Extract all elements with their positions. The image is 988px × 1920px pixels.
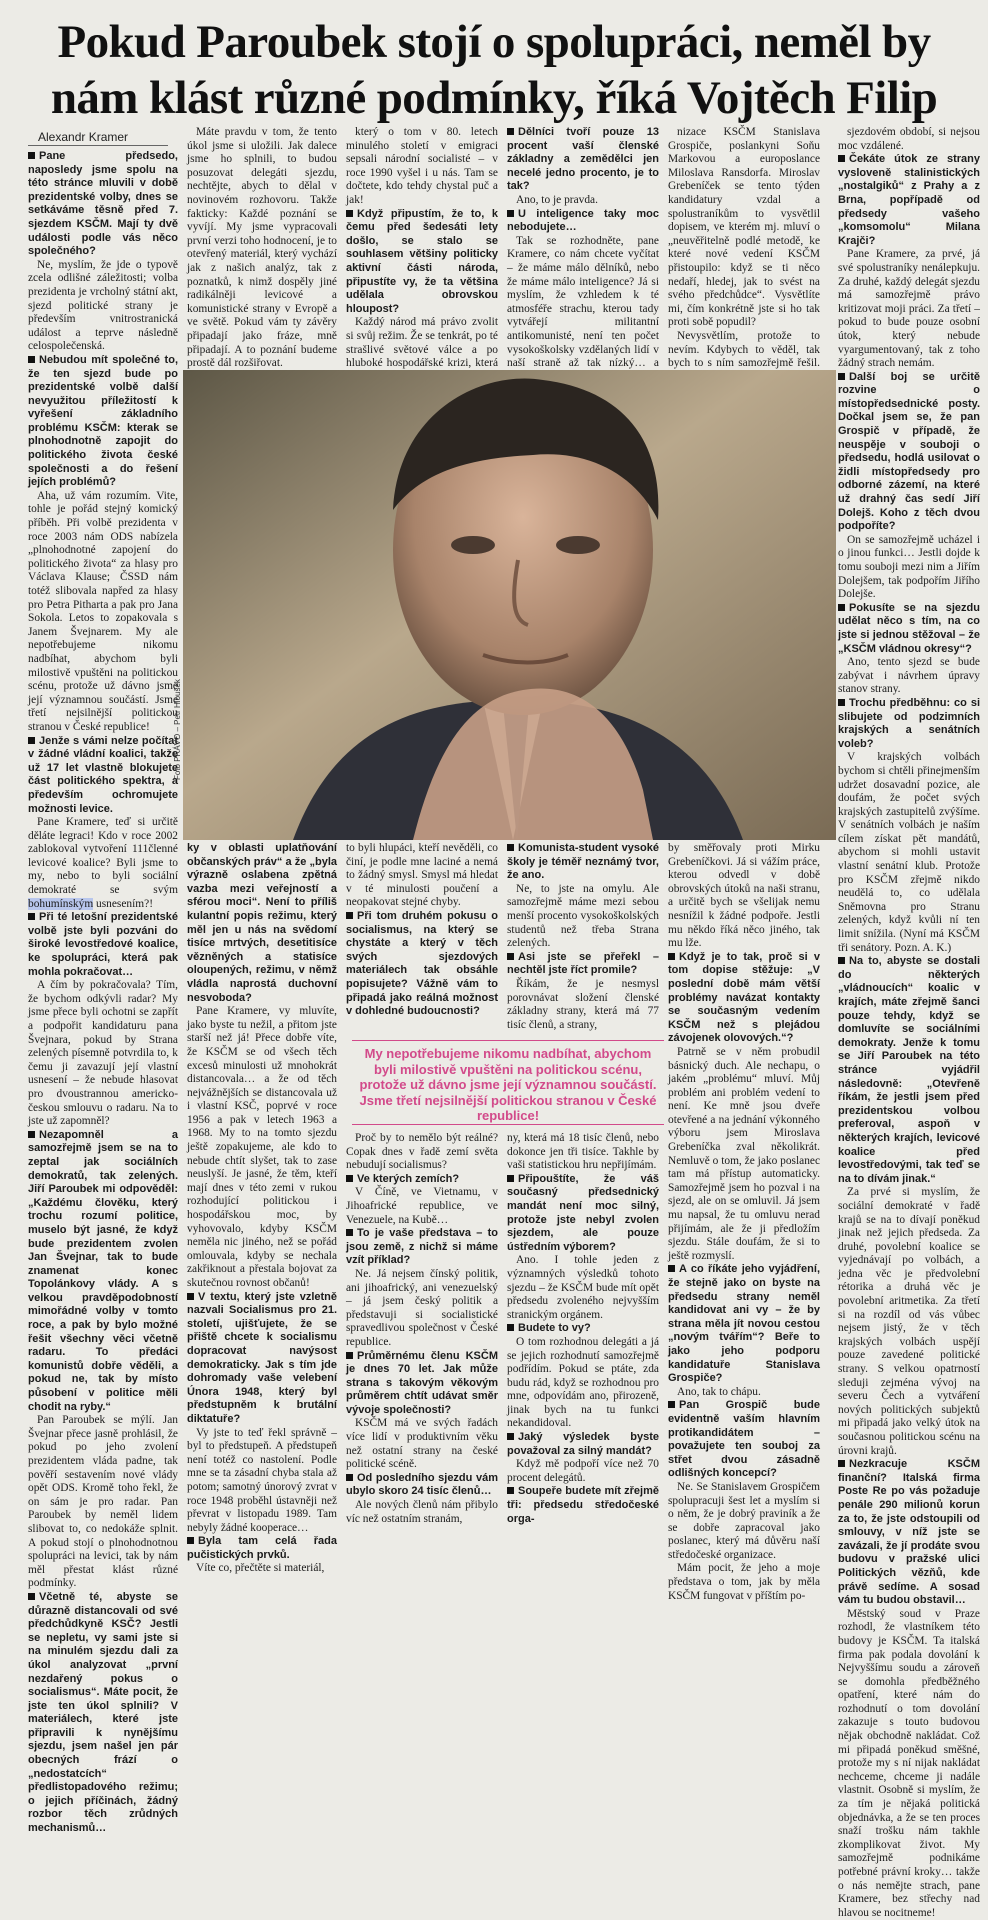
answer: ny, která má 18 tisíc členů, nebo dokonce jen tři tisíce. Takhle by vaši statistickou hru nepřijímám. bbox=[507, 1132, 659, 1172]
question: Včetně té, abyste se důrazně distancovali od své předchůdkyně KSČ? Jestli se nepletu, vy sami jste si na minulém sjezdu dali za úkol analyzovat „první nezdařený pokus o socialismus“. Máte pocit, že jste ten úkol splnili? V materiálech, které jste připravili k nynějšímu sjezdu, jsem našel jen pár obecných frází o „nedostatcích“ předlistopadového režimu; o jejich příčinách, žádný rozbor těch zrůdných mechanismů… bbox=[28, 1590, 178, 1835]
question-marker-icon bbox=[28, 1131, 35, 1138]
answer: KSČM má ve svých řadách více lidí v produktivním věku než ostatní strany na české politické scéně. bbox=[346, 1417, 498, 1471]
answer: Mám pocit, že jeho a moje představa o tom, jak by měla KSČM fungovat v příštím po- bbox=[668, 1562, 820, 1602]
answer: Ne, myslím, že jde o typově zcela odlišné záležitosti; volba prezidenta je vrcholný státní akt, sjezd politické strany je především vnitrostranická událost a teprve následně celospolečenská. bbox=[28, 258, 178, 353]
answer: sjezdovém období, si nejsou moc vzdálené. bbox=[838, 126, 980, 152]
article-column-4-bottom-lower bbox=[507, 1132, 659, 1525]
question-marker-icon bbox=[187, 1537, 194, 1544]
question: Od posledního sjezdu vám ubylo skoro 24 tisíc členů… bbox=[346, 1471, 498, 1498]
answer: Za prvé si myslím, že sociální demokraté v řadě krajů se na to dívají poněkud jinak než jejich předseda. Za druhé, povolební koalice se vyjednávají po volbách, a jedna věc je předvolební rétorika a druhá věc je povolební aritmetika. Za třetí si na rozdíl od vás vůbec nejsem jistý, že v těch krajských volbách uspějí pouze zavedené politické strany. S velkou opatrností sleduji zejména vývoj na severu Čech a vytváření nových politických subjektů mi připadá jako velký útok na současnou politickou scénu na úrovni krajů. bbox=[838, 1186, 980, 1457]
question: Nebudou mít společné to, že ten sjezd bude po prezidentské volbě další nevyužitou příležitostí k vyřešení základního problému KSČM: kterak se plnohodnotně zapojit do politického života české společnosti a do řešení jejích problémů? bbox=[28, 353, 178, 489]
question: Když je to tak, proč si v tom dopise stěžuje: „V poslední době mám větší problémy navázat kontakty se současným vedením KSČM než s plejádou závojenek olovových.“? bbox=[668, 950, 820, 1045]
answer: Máte pravdu v tom, že tento úkol jsme si uložili. Jak dalece jsme ho splnili, to budou posuzovat delegáti sjezdu, nechtějte, abych to dělal v novinovém rozhovoru. Takže fakticky: Každé poznání se vyvíjí. My jsme vypracovali první verzi toho hodnocení, je to otevřený materiál, který vychází jak z našich analýz, tak z poznatků, k nimž dospěly jiné radikálněji levicové a komunistické strany v Evropě a ve světě. Pokud vám ty závěry připadají jako fráze, mně připadají. A to poznání budeme prostě dál rozšiřovat. bbox=[187, 126, 337, 370]
question: Asi jste se přeřekl – nechtěl jste říct promile? bbox=[507, 950, 659, 977]
question: Jaký výsledek byste považoval za silný mandát? bbox=[507, 1431, 659, 1457]
answer: Ne. Já nejsem čínský politik, ani jihoafrický, ani venezuelský – já jsem český politik a představuji si socialistické spravedlivou společnost v České republice. bbox=[346, 1267, 498, 1348]
answer: Říkám, že je nesmysl porovnávat složení členské základny strany, která má 77 tisíc členů, a strany, bbox=[507, 977, 659, 1031]
question: Byla tam celá řada pučistických prvků. bbox=[187, 1535, 337, 1561]
question: Při té letošní prezidentské volbě jste byli pozváni do široké levostředové koalice, ke spolupráci, která pak mohla pokračovat… bbox=[28, 911, 178, 978]
answer: Patrně se v něm probudil básnický duch. Ale nechapu, o jakém „problému“ mluví. Můj problém ani problém vedení to není. Ke mně jsou dveře otevřené a na jednání výkonného výboru jsem Miroslava Grebeníčka zval několikrát. Nemluvě o tom, že jako poslanec tam má přístup automaticky. Samozřejmě jsem ho pozval i na sjezd, ale on se omluvil. Já jsem mu napsal, že tu omluvu nerad přijímám, ale že ji předložím sjezdu. Stále doufám, že si to ještě rozmyslí. bbox=[668, 1045, 820, 1262]
article-column-5-top bbox=[668, 126, 820, 368]
question: Komunista-student vysoké školy je téměř neznámý tvor, že ano. bbox=[507, 842, 659, 882]
question-marker-icon bbox=[346, 1229, 353, 1236]
pullquote-rule-bottom bbox=[352, 1124, 664, 1125]
answer: Pane Kramere, za prvé, já své spolustraníky nenálepkuju. Za druhé, každý delegát sjezdu má samozřejmě právo kritizovat moji práci. Za třetí – pokud to bude pouze osobní útok, který nebude vyargumentovaný, tak z toho žádný strach nemám. bbox=[838, 248, 980, 370]
question: Budete to vy? bbox=[507, 1322, 659, 1336]
question-marker-icon bbox=[28, 152, 35, 159]
answer: O tom rozhodnou delegáti a já se jejich rozhodnutí samozřejmě podřídím. Pokud se ptáte, zda budu rád, když se rozhodnou pro mne, odpovídám ano, přirozeně, jinak bych na tu funkci nekandidoval. bbox=[507, 1335, 659, 1430]
answer: by směřovaly proti Mirku Grebeníčkovi. Já si vážím práce, kterou odvedl v době obrovských útoků na naši stranu, a určitě bych se všelijak nemu nesnížil k žádné podpoře. Jestli mu někdo říká něco jiného, tak mu lže. bbox=[668, 842, 820, 950]
answer: Pane Kramere, teď si určitě děláte legraci! Kdo v roce 2002 zablokoval vytvoření 111členné levicové koalice? Byli jsme to my, nebo to byli sociální demokraté se svým bohumínským usnesením?! bbox=[28, 816, 178, 910]
article-column-3-top bbox=[346, 126, 498, 368]
highlighted-word: bohumínským bbox=[28, 897, 94, 910]
answer: Ano, to je pravda. bbox=[516, 193, 598, 206]
answer: Nevysvětlím, protože to nevím. Kdybych to věděl, tak bych to s ním samozřejmě řešil. bbox=[668, 329, 820, 370]
article-column-5-bottom bbox=[668, 842, 820, 1602]
question-marker-icon bbox=[838, 373, 845, 380]
byline-rule bbox=[28, 145, 168, 146]
pullquote: My nepotřebujeme nikomu nadbíhat, abychom byli milostivě vpuštěni na politickou scénu, protože už dávno jsme její významnou součástí. Jsme třetí nejsilnější politickou stranou v České republice! bbox=[359, 1046, 657, 1123]
question: Další boj se určitě rozvine o místopředsednické posty. Dočkal jsem se, že pan Grospič v případě, že neuspěje v souboji o předsedu, hodlá usilovat o židli místopředsedy pro odborné zázemí, na které už drahný čas sedí Jiří Dolejš. Koho z těch dvou podpoříte? bbox=[838, 370, 980, 533]
question: Pan Grospič bude evidentně vaším hlavním protikandidátem – považujete ten souboj za střet dvou zásadně odlišných koncepcí? bbox=[668, 1399, 820, 1480]
article-column-4-bottom-upper bbox=[507, 842, 659, 1038]
question: A co říkáte jeho vyjádření, že stejně jako on byste na předsedu strany neměl kandidovat ani vy – že by strana měla jít novou cestou „novým tvářím“? Beře to jako jeho podporu kandidatuře Stanislava Grospiče? bbox=[668, 1263, 820, 1385]
question: Soupeře budete mít zřejmě tři: předsedu středočeské orga- bbox=[507, 1485, 659, 1525]
answer: On se samozřejmě ucházel i o jinou funkci… Jestli dojde k tomu souboji mezi nim a Jiřím Dolejšem, tak podpořím Jiřího Dolejše. bbox=[838, 533, 980, 601]
question-marker-icon bbox=[668, 1265, 675, 1272]
question: Dělníci tvoří pouze 13 procent vaší členské základny a zemědělci jen necelé jedno procento, je to tak? bbox=[507, 126, 659, 193]
answer: který o tom v 80. letech minulého století v emigraci sepsali národní socialisté – v roce 1990 vyšel i u nás. Tam se dočtete, kdo tehdy chystal puč a jak! bbox=[346, 126, 498, 206]
question-marker-icon bbox=[507, 844, 514, 851]
question-marker-icon bbox=[838, 1460, 845, 1467]
portrait-illustration bbox=[183, 370, 836, 840]
question-marker-icon bbox=[838, 155, 845, 162]
answer: Ale nových členů nám přibylo víc než ostatním stranám, bbox=[346, 1499, 498, 1525]
question-marker-icon bbox=[346, 1474, 353, 1481]
article-column-1 bbox=[28, 150, 178, 1835]
question-marker-icon bbox=[346, 912, 353, 919]
question: Připouštíte, že váš současný předsednický mandát není moc silný, protože jste nebyl zvolen sjezdem, ale pouze ústředním výborem? bbox=[507, 1172, 659, 1253]
answer: Víte co, přečtěte si materiál, bbox=[196, 1562, 325, 1575]
answer: Ano, tak to chápu. bbox=[677, 1385, 761, 1398]
answer: nizace KSČM Stanislava Grospiče, poslankyni Soňu Markovou a europoslance Miloslava Ransdorfa. Miroslav Grebeníček se tento týden kandidatury vzdal a spolustraníkům to vysvětlil dopisem, ve kterém mj. mluví o „neuvěřitelně podlé metodě, ke které nové vedení KSČM přistoupilo: když se ti něco nedaří, hledej, jak to svést na svého předchůdce“. Vysvětlíte mi, čím konkrétně jste si ho tak proti sobě popudil? bbox=[668, 126, 820, 329]
article-column-2-bottom bbox=[187, 842, 337, 1575]
answer: Když mě podpoří více než 70 procent delegátů. bbox=[507, 1458, 659, 1484]
question-marker-icon bbox=[507, 1433, 514, 1440]
question-marker-icon bbox=[507, 953, 514, 960]
question: Čekáte útok ze strany vysloveně stalinistických „nostalgiků“ z Prahy a z Brna, popřípadě od předsedy vašeho „komsomolu“ Milana Krajči? bbox=[838, 153, 980, 247]
article-column-4-top bbox=[507, 126, 659, 368]
question-marker-icon bbox=[507, 210, 514, 217]
question: Ve kterých zemích? bbox=[346, 1173, 498, 1187]
question: To je vaše představa – to jsou země, z nichž si máme vzít příklad? bbox=[346, 1227, 498, 1267]
answer: Každý národ má právo zvolit si svůj režim. Že se tenkrát, po té strašlivé světové válce a po hluboké hospodářské krizi, která bbox=[346, 316, 498, 370]
question: Na to, abyste se dostali do některých „vládnoucích“ koalic v krajích, máte zřejmě šanci pouze tehdy, když se domluvíte se sociálními demokraty. Jenže k tomu se Jiří Paroubek na této stránce vyjádřil následovně: „Otevřeně říkám, že jestli jsem před prezidentskou volbou preferoval, aspoň v některých krajích, levicové koalice před levostředovými, tak teď se na to dívám jinak.“ bbox=[838, 955, 980, 1185]
answer: to byli hlupáci, kteří nevěděli, co činí, je podle mne laciné a nemá to žádný smysl. Smysl má hledat v té minulosti poučení a neopakovat stejné chyby. bbox=[346, 842, 498, 909]
question-marker-icon bbox=[838, 604, 845, 611]
article-column-3-bottom-lower bbox=[346, 1132, 498, 1525]
question-marker-icon bbox=[346, 1175, 353, 1182]
answer: V Číně, ve Vietnamu, v Jihoafrické republice, ve Venezuele, na Kubě… bbox=[346, 1186, 498, 1226]
question-marker-icon bbox=[838, 957, 845, 964]
answer: ky v oblasti uplatňování občanských práv“ a že „byla výrazně oslabena zpětná vazba mezi veřejností a sférou moci“. Není to příliš kulantní popis režimu, který měl jen u nás na svědomí tisíce mrtvých, desetitisíce vězněných a statisíce oloupených, režimu, v němž vládla naprostá duchovní nesvoboda? bbox=[187, 842, 337, 1004]
question: Když připustím, že to, k čemu před šedesáti lety došlo, se stalo se souhlasem většiny politicky aktivní části národa, připustíte vy, že ta většina udělala obrovskou hloupost? bbox=[346, 207, 498, 315]
question-marker-icon bbox=[346, 1352, 353, 1359]
question-marker-icon bbox=[507, 1324, 514, 1331]
question-marker-icon bbox=[187, 1293, 194, 1300]
question-marker-icon bbox=[668, 953, 675, 960]
question: Průměrnému členu KSČM je dnes 70 let. Jak může strana s takovým věkovým průměrem chtít udávat směr vývoje společnosti? bbox=[346, 1349, 498, 1416]
article-column-2-top bbox=[187, 126, 337, 368]
question: Jenže s vámi nelze počítat v žádné vládní koalici, takže už 17 let vlastně blokujete část politického spektra, a především ochromujete možnosti levice. bbox=[28, 734, 178, 815]
article-column-6 bbox=[838, 126, 980, 1919]
question-marker-icon bbox=[507, 1175, 514, 1182]
answer: Ano, tento sjezd se bude zabývat i návrhem úpravy stanov strany. bbox=[838, 656, 980, 696]
answer: Ne, to jste na omylu. Ale samozřejmě máme mezi sebou menší procento vysokoškolských studentů než třeba Strana zelených. bbox=[507, 882, 659, 950]
question-marker-icon bbox=[28, 913, 35, 920]
question-marker-icon bbox=[507, 128, 514, 135]
question: Nezapomněl a samozřejmě jsem se na to zeptal jak sociálních demokratů, tak zelených. Jiří Paroubek mi odpověděl: „Každému člověku, který trochu rozumí politice, muselo být jasné, že když bude prezidentem zvolen Jan Švejnar, tak to bude znamenat konec Topolánkovy vlády. A s velkou pravděpodobností mimořádné volby v tomto roce, a pak by bylo možné řešit všechny věci včetně radaru. To předáci komunistů dobře věděli, a pokud ne, tak by místo působení v politice měli chodit na ryby.“ bbox=[28, 1128, 178, 1413]
question-marker-icon bbox=[507, 1487, 514, 1494]
answer: Pan Paroubek se mýlí. Jan Švejnar přece jasně prohlásil, že pokud po jeho zvolení prezidentem vláda padne, tak pověří sestavením nové vlády opět ODS. Kromě toho řekl, že on sám je pro radar. Pan Paroubek by neměl lidem slibovat to, co nedokáže splnit. A pokud stojí o plnohodnotnou spolupráci na levici, tak by nám měl přestat klást různé podmínky. bbox=[28, 1414, 178, 1590]
byline: Alexandr Kramer bbox=[38, 130, 129, 144]
question: Při tom druhém pokusu o socialismus, na který se chystáte a který v těch svých sjezdových materiálech tak obsáhle popisujete? Vážně vám to připadá jako reálná možnost v dohledné budoucnosti? bbox=[346, 909, 498, 1018]
headline bbox=[10, 14, 978, 126]
answer: A čím by pokračovala? Tím, že bychom odkývli radar? My jsme přece byli ochotni se zapřít a podpořit kandidaturu pana Švejnara, pokud by Strana zelených písemně potvrdila to, k čemu ji zavazují její vlastní usnesení – že nebude hlasovat pro dvoustrannou americko-českou smlouvu o radaru. Na to jste už zapomněl? bbox=[28, 979, 178, 1128]
answer: Ano. I tohle jeden z významných výsledků tohoto sjezdu – že KSČM bude mít opět předsedu zvoleného nejvyšším stranickým orgánem. bbox=[507, 1254, 659, 1321]
answer: V krajských volbách bychom si chtěli přinejmenším udržet dosavadní pozice, ale doufám, že počet svých krajských zastupitelů zvýšíme. V senátních volbách je naším cílem získat pět mandátů, abychom si mohli ustavit vlastní senátní klub. Protože pro KSČM zřejmě nikdo neudělá to, co udělala Sněmovna pro Stranu zelených, když kvůli ní ten limit snížila. (Nyní má KSČM tři senátory. Pozn. A. K.) bbox=[838, 751, 980, 954]
pullquote-rule-top bbox=[352, 1040, 664, 1041]
answer: Aha, už vám rozumím. Vite, tohle je pořád stejný komický příběh. Při volbě prezidenta v roce 2003 nám ODS nabízela „plnohodnotné zapojení do politického života“ za hlasy pro Václava Klause; ČSSD nám totéž slibovala napřed za hlasy pro Petra Pitharta a pak pro Jana Sokola. Letos to zopakovala s Janem Švejnarem. My ale nepotřebujeme nikomu nadbíhat, abychom byli milostivě vpuštěni na politickou scénu, protože už dávno jsme její významnou součástí. Jsme třetí nejsilnější politickou stranou v České republice! bbox=[28, 489, 178, 733]
answer: Ne. Se Stanislavem Grospičem spolupracuji šest let a myslím si o něm, že je dobrý praviník a že se dobře zapracoval jako poslanec, který má důvěru naší středočeské organizace. bbox=[668, 1480, 820, 1561]
question: V textu, který jste vzletně nazvali Socialismus pro 21. století, ujišťujete, že se přiště chcete k socialismu dopracovat navýsost demokraticky. Jak s tím jde dohromady vaše velebení Února 1948, který byl předstupněm k brutální diktatuře? bbox=[187, 1290, 337, 1425]
photo-credit: Foto PRÁVO – Petr Hloušek bbox=[173, 679, 182, 780]
question: Trochu předběhnu: co si slibujete od podzimních krajských a senátních voleb? bbox=[838, 696, 980, 750]
question-marker-icon bbox=[838, 699, 845, 706]
question-marker-icon bbox=[668, 1401, 675, 1408]
answer: Tak se rozhodněte, pane Kramere, co nám chcete vyčítat – že máme málo dělníků, nebo že máme málo inteligence? Já si myslím, že vzhledem k té atmosféře strachu, kterou tady vytvářejí militantní antikomunisté, není ten počet vysokoškolsky vzdělaných lidí v naší straně až tak nízký… a bbox=[507, 234, 659, 370]
question: Nezkracuje KSČM finanční? Italská firma Poste Re po vás požaduje penále 290 milionů korun za to, že jste odstoupili od smlouvy, v níž jste se zavázali, že jí prodáte svou budovu v pražské ulici Politických vězňů, kde právě sedíme. A sosad vám tu budou obstavil… bbox=[838, 1458, 980, 1607]
answer: Městský soud v Praze rozhodl, že vlastníkem této budovy je KSČM. Ta italská firma pak podala dovolání k Nejvyššímu soudu a zároveň se domohla předběžného opatření, které nám do rozhodnutí o tom dovolání zakazuje s touto budovou nějak obchodně nakládat. Což mi připadá poněkud směšné, protože my s ní nijak nakládat nechceme, chceme ji nadále vlastnit. Osobně si myslím, že za tím je nějaká politická objednávka, a že se ten proces snaží trošku nám takhle zkomplikovat život. My samozřejmě podnikáme potřebné právní kroky… takže o nás nemějte strach, pane Kramere, bez střechy nad hlavou se nocitneme! bbox=[838, 1607, 980, 1919]
answer: Vy jste to teď řekl správně – byl to předstupeň. A předstupeň není totéž co nastolení. Podle mne se ta zásadní chyba stala až potom; samotný únorový zvrat v roce 1948 proběhl ústavněji než převrat v listopadu 1989. Tam nebyly žádné kooperace… bbox=[187, 1426, 337, 1534]
answer: Pane Kramere, vy mluvíte, jako byste tu nežil, a přitom jste starší než já! Přece dobře víte, že KSČM se od všech těch excesů minulosti už mnohokrát distancovala… a že od těch nejvážnějších se distancovala už i vlastní KSČ, poprvé v roce 1956 a pak v letech 1963 a 1968. My to na tomto sjezdu ještě zopakujeme, ale kdo to nebude chtít slyšet, tak to zase neuslyší. Je jasné, že těm, kteří mají dnes v této zemi v rukou rozhodující politickou i hospodářskou moc, by vyhovovalo, kdyby KSČM neměla nic jiného, než se pořád omlouvala, kdyby se nechala zakřiknout a přestala bojovat za skutečnou rovnost občanů! bbox=[187, 1005, 337, 1289]
question-marker-icon bbox=[28, 737, 35, 744]
headline-line-1: Pokud Paroubek stojí o spolupráci, neměl by bbox=[57, 16, 931, 68]
question: Pokusíte se na sjezdu udělat něco s tím, na co jste si jednou stěžoval – že „KSČM vládnou okresy“? bbox=[838, 601, 980, 655]
answer: Proč by to nemělo být reálné? Copak dnes v řadě zemí světa nebudují socialismus? bbox=[346, 1132, 498, 1172]
question: Pane předsedo, naposledy jsme spolu na této stránce mluvili v době prezidentské volby, dnes se setkáváme těsně před 7. sjezdem KSČM. Mají ty dvě události podle vás něco společného? bbox=[28, 150, 178, 258]
question-marker-icon bbox=[28, 356, 35, 363]
question: U inteligence taky moc nebodujete… bbox=[507, 207, 659, 234]
article-column-3-bottom-upper bbox=[346, 842, 498, 1038]
question-marker-icon bbox=[28, 1593, 35, 1600]
portrait-photo bbox=[183, 370, 836, 840]
question-marker-icon bbox=[346, 210, 353, 217]
headline-line-2: nám klást různé podmínky, říká Vojtěch Filip bbox=[50, 72, 938, 124]
